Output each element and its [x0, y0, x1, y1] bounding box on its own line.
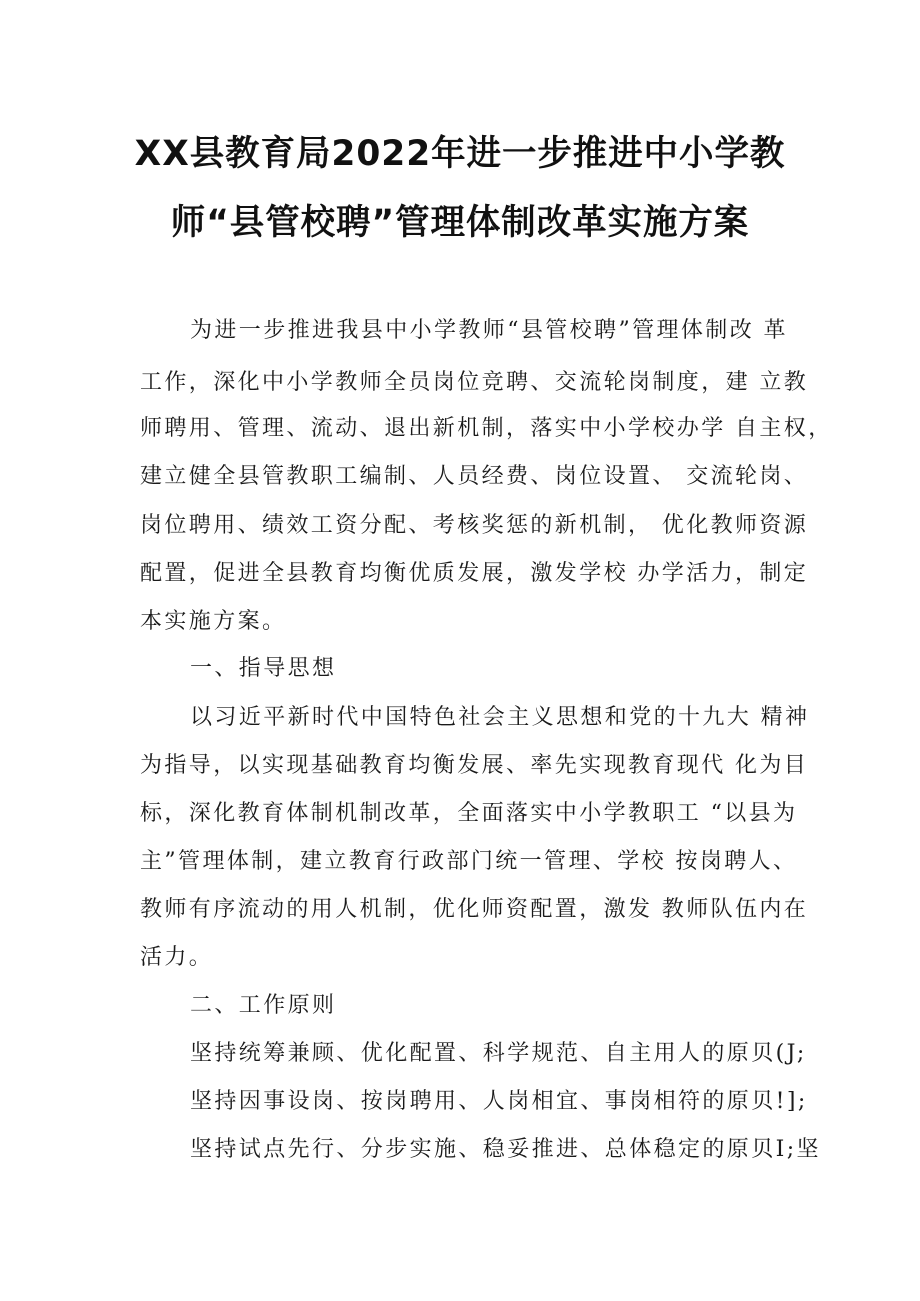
- paragraph-line: 以习近平新时代中国特色社会主义思想和党的十九大 精神: [190, 705, 810, 730]
- paragraph-line: 为指导，以实现基础教育均衡发展、率先实现教育现代 化为目: [140, 753, 809, 778]
- paragraph-line: 本实施方案。: [140, 609, 287, 634]
- paragraph-line: 为进一步推进我县中小学教师“县管校聘”管理体制改 革: [190, 318, 788, 343]
- paragraph-line: 活力。: [140, 945, 214, 970]
- paragraph-line: 坚持因事设岗、按岗聘用、人岗相宜、事岗相符的原贝!];: [190, 1089, 808, 1114]
- paragraph-line: 师聘用、管理、流动、退出新机制，落实中小学校办学 自主权，: [140, 416, 833, 441]
- document-title-line-1: XX县教育局2022年进一步推进中小学教: [134, 134, 786, 174]
- paragraph-line: 建立健全县管教职工编制、人员经费、岗位设置、 交流轮岗、: [140, 464, 809, 489]
- paragraph-line: 标，深化教育体制机制改革，全面落实中小学教职工 “以县为: [140, 801, 798, 826]
- paragraph-line: 主”管理体制，建立教育行政部门统一管理、学校 按岗聘人、: [140, 849, 798, 874]
- section-heading: 二、工作原则: [190, 993, 337, 1018]
- paragraph-line: 工作，深化中小学教师全员岗位竞聘、交流轮岗制度，建 立教: [140, 370, 809, 395]
- paragraph-line: 岗位聘用、绩效工资分配、考核奖惩的新机制， 优化教师资源: [140, 513, 809, 538]
- paragraph-line: 坚持统筹兼顾、优化配置、科学规范、自主用人的原贝(J;: [190, 1041, 807, 1066]
- paragraph-line: 教师有序流动的用人机制，优化师资配置，激发 教师队伍内在: [140, 897, 809, 922]
- paragraph-line: 配置，促进全县教育均衡优质发展，激发学校 办学活力，制定: [140, 561, 809, 586]
- document-title-line-2: 师“县管校聘”管理体制改革实施方案: [170, 203, 750, 243]
- paragraph-line: 坚持试点先行、分步实施、稳妥推进、总体稳定的原贝I;坚: [190, 1137, 821, 1162]
- section-heading: 一、指导思想: [190, 656, 337, 681]
